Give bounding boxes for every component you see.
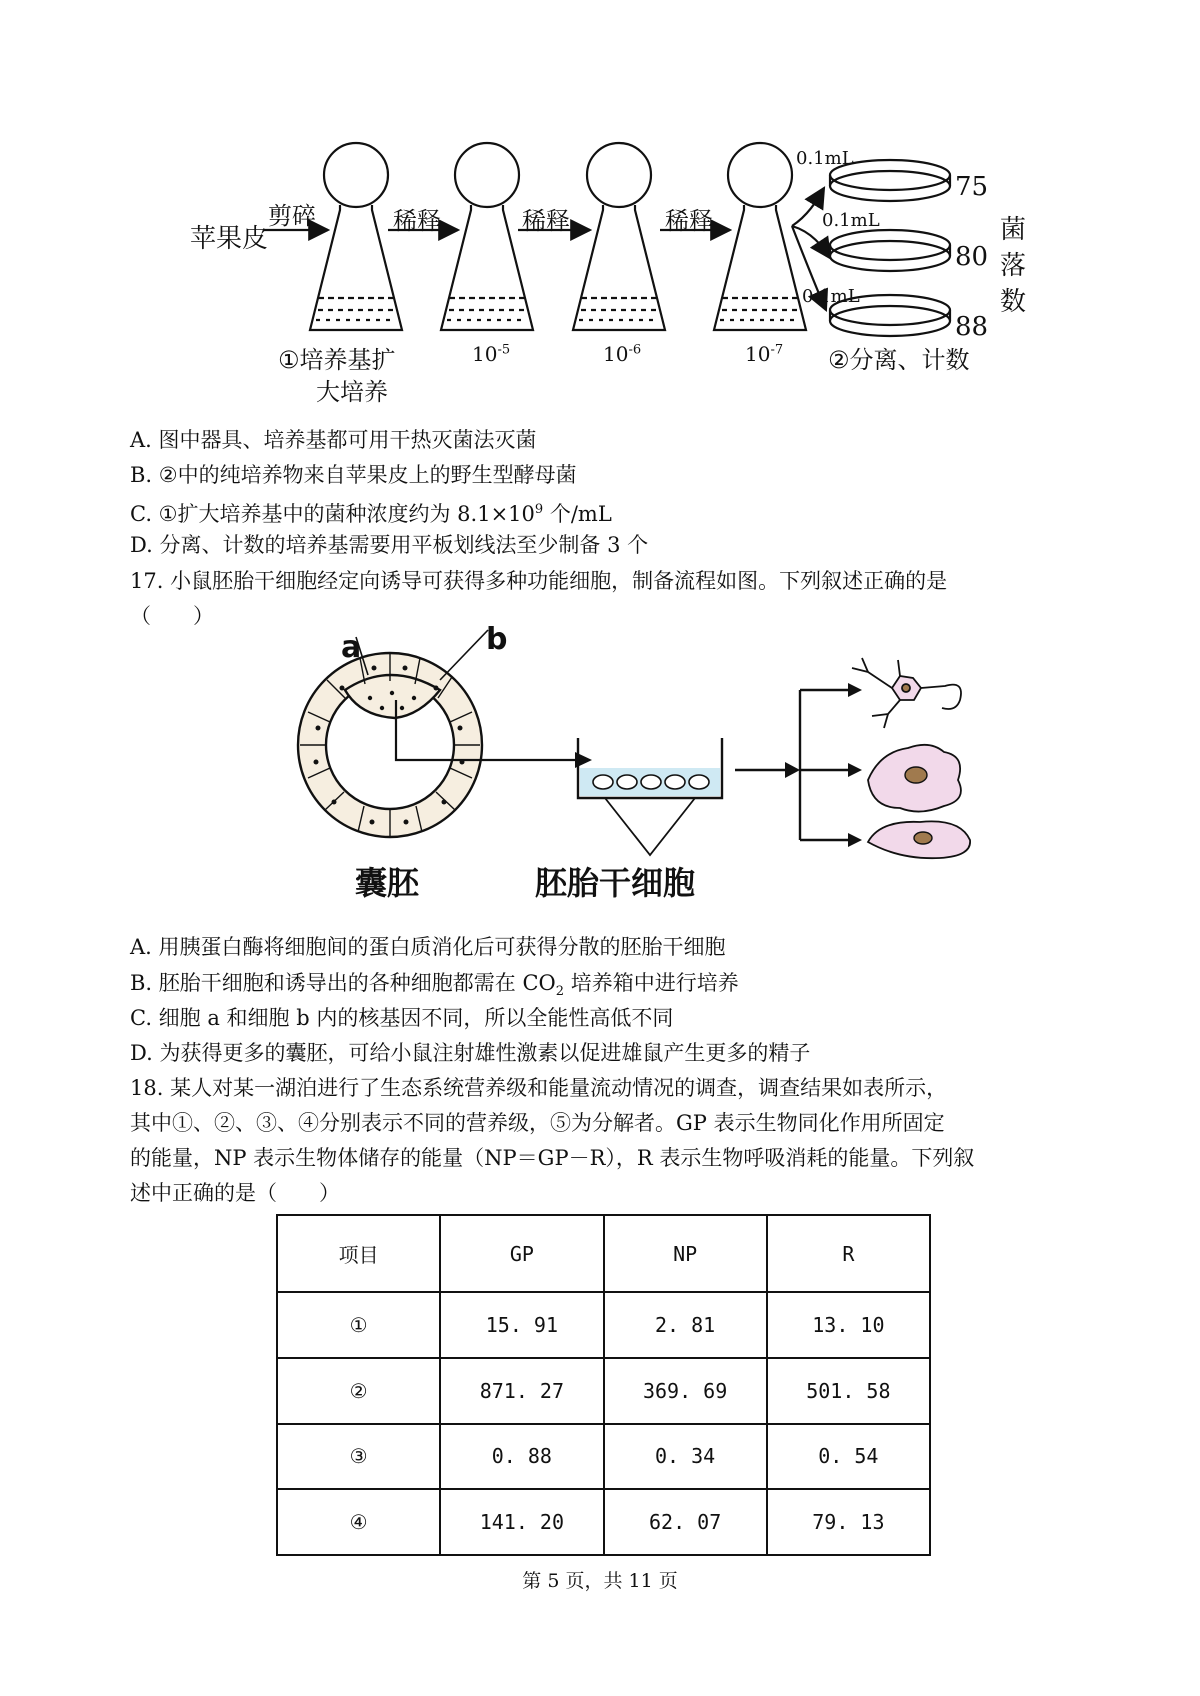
volume-label-1: 0.1mL [796, 148, 854, 169]
cut-label: 剪碎 [268, 202, 316, 230]
q18-stem-line3: 的能量，NP 表示生物体储存的能量（NP＝GP－R），R 表示生物呼吸消耗的能量。下列叙 [130, 1146, 975, 1170]
table-cell: 0. 54 [767, 1424, 930, 1490]
table-row [277, 1489, 930, 1555]
page-footer: 第 5 页，共 11 页 [522, 1570, 678, 1592]
q16-option-d: D. 分离、计数的培养基需要用平板划线法至少制备 3 个 [130, 533, 649, 557]
table-cell: 369. 69 [604, 1358, 767, 1424]
separation-label: ②分离、计数 [828, 346, 970, 374]
table-cell: 15. 91 [440, 1292, 603, 1358]
es-cell-caption: 胚胎干细胞 [535, 864, 696, 902]
dilute-label-3: 稀释 [665, 207, 713, 235]
dilution-label-3: $10^{-7}$ [745, 342, 784, 366]
cell-b-label: b [486, 622, 508, 657]
volume-label-3: 0.1mL [802, 286, 860, 307]
dilution-label-2: $10^{-6}$ [603, 342, 642, 366]
dilute-label-2: 稀释 [522, 207, 570, 235]
q16-option-b: B. ②中的纯培养物来自苹果皮上的野生型酵母菌 [130, 463, 577, 487]
q18-stem-line1: 18. 某人对某一湖泊进行了生态系统营养级和能量流动情况的调查，调查结果如表所示， [130, 1076, 948, 1100]
table-cell: ③ [277, 1424, 440, 1490]
q17-option-a: A. 用胰蛋白酶将细胞间的蛋白质消化后可获得分散的胚胎干细胞 [130, 935, 726, 959]
table-cell: ① [277, 1292, 440, 1358]
dilute-label-1: 稀释 [393, 207, 441, 235]
table-row [277, 1358, 930, 1424]
q16-option-c: C. ①扩大培养基中的菌种浓度约为 $8.1\times 10^9$ 个/mL [130, 502, 612, 526]
q18-stem-line4: 述中正确的是（ ） [130, 1181, 340, 1205]
q17-option-d: D. 为获得更多的囊胚，可给小鼠注射雄性激素以促进雄鼠产生更多的精子 [130, 1041, 811, 1065]
cell-a-label: a [341, 630, 362, 665]
header-item: 项目 [277, 1215, 440, 1292]
table-cell: 141. 20 [440, 1489, 603, 1555]
volume-label-2: 0.1mL [822, 210, 880, 231]
colony-count-2: 80 [955, 242, 989, 272]
table-cell: 871. 27 [440, 1358, 603, 1424]
q17-answer-paren: （ ） [130, 604, 214, 628]
flask1-caption-line1: ①培养基扩 [278, 346, 396, 374]
flask1-caption-line2: 大培养 [316, 378, 388, 406]
table-cell: 0. 88 [440, 1424, 603, 1490]
table-cell: 501. 58 [767, 1358, 930, 1424]
q17-option-b: B. 胚胎干细胞和诱导出的各种细胞都需在 $CO_2$ 培养箱中进行培养 [130, 971, 739, 1000]
q18-stem-line2: 其中①、②、③、④分别表示不同的营养级，⑤为分解者。GP 表示生物同化作用所固定 [130, 1111, 945, 1135]
energy-table [276, 1214, 931, 1556]
table-cell: 2. 81 [604, 1292, 767, 1358]
colonies-label: 菌落数 [1000, 215, 1027, 317]
table-cell: 13. 10 [767, 1292, 930, 1358]
header-np: NP [604, 1215, 767, 1292]
table-cell: 79. 13 [767, 1489, 930, 1555]
header-r: R [767, 1215, 930, 1292]
apple-peel-label: 苹果皮 [190, 224, 269, 254]
table-cell: 62. 07 [604, 1489, 767, 1555]
blastocyst-caption: 囊胚 [355, 864, 420, 902]
q16-option-a: A. 图中器具、培养基都可用干热灭菌法灭菌 [130, 428, 537, 452]
table-cell: ② [277, 1358, 440, 1424]
table-cell: 0. 34 [604, 1424, 767, 1490]
table-row [277, 1292, 930, 1358]
q17-stem: 17. 小鼠胚胎干细胞经定向诱导可获得多种功能细胞，制备流程如图。下列叙述正确的是 [130, 569, 948, 593]
colony-count-3: 88 [955, 312, 989, 342]
dilution-label-1: $10^{-5}$ [472, 342, 511, 366]
colony-count-1: 75 [955, 172, 989, 202]
q17-option-c: C. 细胞 a 和细胞 b 内的核基因不同，所以全能性高低不同 [130, 1006, 674, 1030]
table-header-row [277, 1215, 930, 1292]
header-gp: GP [440, 1215, 603, 1292]
table-row [277, 1424, 930, 1490]
table-cell: ④ [277, 1489, 440, 1555]
